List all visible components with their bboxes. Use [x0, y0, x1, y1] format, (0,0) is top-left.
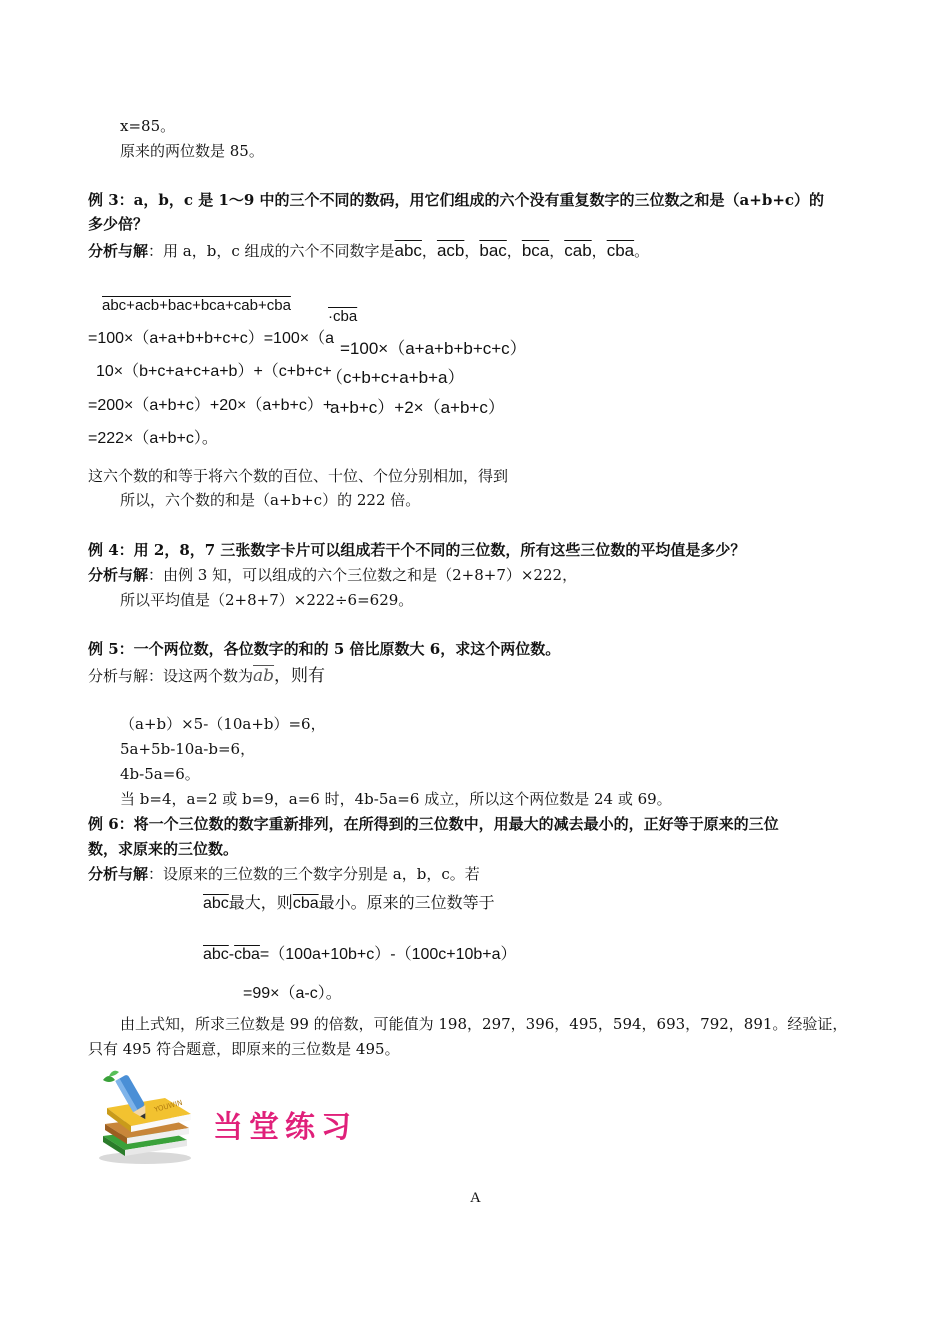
number-bac: $\overline{bac}$ — [479, 241, 507, 260]
analysis-label: 分析与解 — [88, 242, 149, 260]
period: 。 — [634, 242, 650, 260]
equation-cba-fragment — [328, 306, 357, 328]
text-line: 只有 495 符合题意，即原来的三位数是 495。 — [88, 1040, 400, 1058]
number-bca: $\overline{bca}$ — [521, 241, 550, 260]
number-abc: $\overline{abc}$ — [394, 241, 422, 260]
number-acb: $\overline{acb}$ — [436, 241, 465, 260]
separator: ， — [591, 242, 607, 260]
equation-sum-overlined: abc+acb+bac+bca+cab+cba — [102, 297, 291, 314]
text-line: 原来的两位数是 85。 — [120, 142, 264, 160]
math-line-1 — [203, 893, 495, 915]
number-cba: $\overline{cba}$ — [606, 241, 635, 260]
section-title-practice: 当堂练习 — [213, 1110, 357, 1145]
then-text: ，则有 — [274, 666, 326, 686]
math-text: =（100a+10b+c）-（100c+10b+a） — [259, 946, 517, 963]
abc-symbol: $\overline{abc}$ — [203, 895, 229, 912]
equation-line-2: 10×（b+c+a+c+a+b）+（c+b+c+ — [96, 363, 332, 380]
example-4-analysis — [88, 565, 577, 585]
variable-ab: $\overline{ab}$ — [253, 666, 275, 686]
cba-symbol: $\overline{cba}$ — [234, 946, 260, 963]
equation-line-4: =222×（a+b+c）。 — [88, 430, 218, 447]
book-label: YOUWIN — [153, 1098, 184, 1114]
number-cab: $\overline{cab}$ — [564, 241, 592, 260]
text-line: 所以平均值是（2+8+7）×222÷6=629。 — [120, 591, 414, 609]
minus: - — [228, 946, 235, 963]
cba-symbol: $\overline{cba}$ — [292, 895, 319, 912]
equation-line-2b: （c+b+c+a+b+a） — [326, 368, 465, 387]
equation-line: 4b-5a=6。 — [120, 765, 200, 783]
analysis-text: ：由例 3 知，可以组成的六个三位数之和是（2+8+7）×222， — [148, 566, 578, 584]
separator: ， — [549, 242, 565, 260]
cba-fragment: ·cba — [328, 308, 358, 325]
page-footer: A — [470, 1190, 481, 1206]
example-3-title: 例 3：a，b，c 是 1～9 中的三个不同的数码，用它们组成的六个没有重复数字的三位数之和是（a+b+c）的 — [88, 191, 825, 209]
text-line: 由上式知，所求三位数是 99 的倍数，可能值为 198，297，396，495，594，693，792，891。经验证， — [120, 1015, 848, 1033]
analysis-text: ：用 a，b，c 组成的六个不同数字是 — [148, 242, 395, 260]
example-3-title-cont: 多少倍？ — [88, 215, 149, 233]
abc-symbol: $\overline{abc}$ — [203, 946, 229, 963]
example-6-title: 例 6：将一个三位数的数字重新排列，在所得到的三位数中，用最大的减去最小的，正好等于原来的三位 — [88, 815, 779, 833]
equation-line-1b: =100×（a+a+b+b+c+c） — [340, 339, 527, 358]
example-6-analysis — [88, 864, 480, 884]
example-6-title-cont: 数，求原来的三位数。 — [88, 840, 239, 858]
equation-line: （a+b）×5-（10a+b）=6， — [120, 715, 326, 733]
example-5-analysis — [88, 666, 325, 686]
separator: ， — [506, 242, 522, 260]
separator: ， — [464, 242, 480, 260]
text-line: 所以，六个数的和是（a+b+c）的 222 倍。 — [120, 491, 421, 509]
math-line-3: =99×（a-c）。 — [243, 985, 342, 1002]
equation-line-1: =100×（a+a+b+b+c+c）=100×（a — [88, 330, 334, 347]
example-3-analysis — [88, 241, 649, 261]
equation-line: x=85。 — [120, 117, 176, 135]
equation-line-3b: a+b+c）+2×（a+b+c） — [330, 398, 505, 417]
equation-line-3: =200×（a+b+c）+20×（a+b+c）+ — [88, 397, 333, 414]
separator: ， — [421, 242, 437, 260]
math-text: 最大，则 — [228, 895, 293, 912]
math-text: 最小。原来的三位数等于 — [318, 895, 495, 912]
equation-line: 5a+5b-10a-b=6， — [120, 740, 256, 758]
analysis-text: 分析与解：设这两个数为 — [88, 667, 254, 685]
example-5-title: 例 5：一个两位数，各位数字的和的 5 倍比原数大 6，求这个两位数。 — [88, 640, 561, 658]
analysis-label: 分析与解 — [88, 566, 149, 584]
math-line-2 — [203, 944, 517, 966]
text-line: 当 b=4，a=2 或 b=9，a=6 时，4b-5a=6 成立，所以这个两位数是 24 或 69。 — [120, 790, 672, 808]
analysis-text: ：设原来的三位数的三个数字分别是 a，b，c。若 — [148, 865, 480, 883]
text-line: 这六个数的和等于将六个数的百位、十位、个位分别相加，得到 — [88, 467, 509, 485]
analysis-label: 分析与解 — [88, 865, 149, 883]
example-4-title: 例 4：用 2，8，7 三张数字卡片可以组成若干个不同的三位数，所有这些三位数的平均值是多少？ — [88, 541, 746, 559]
